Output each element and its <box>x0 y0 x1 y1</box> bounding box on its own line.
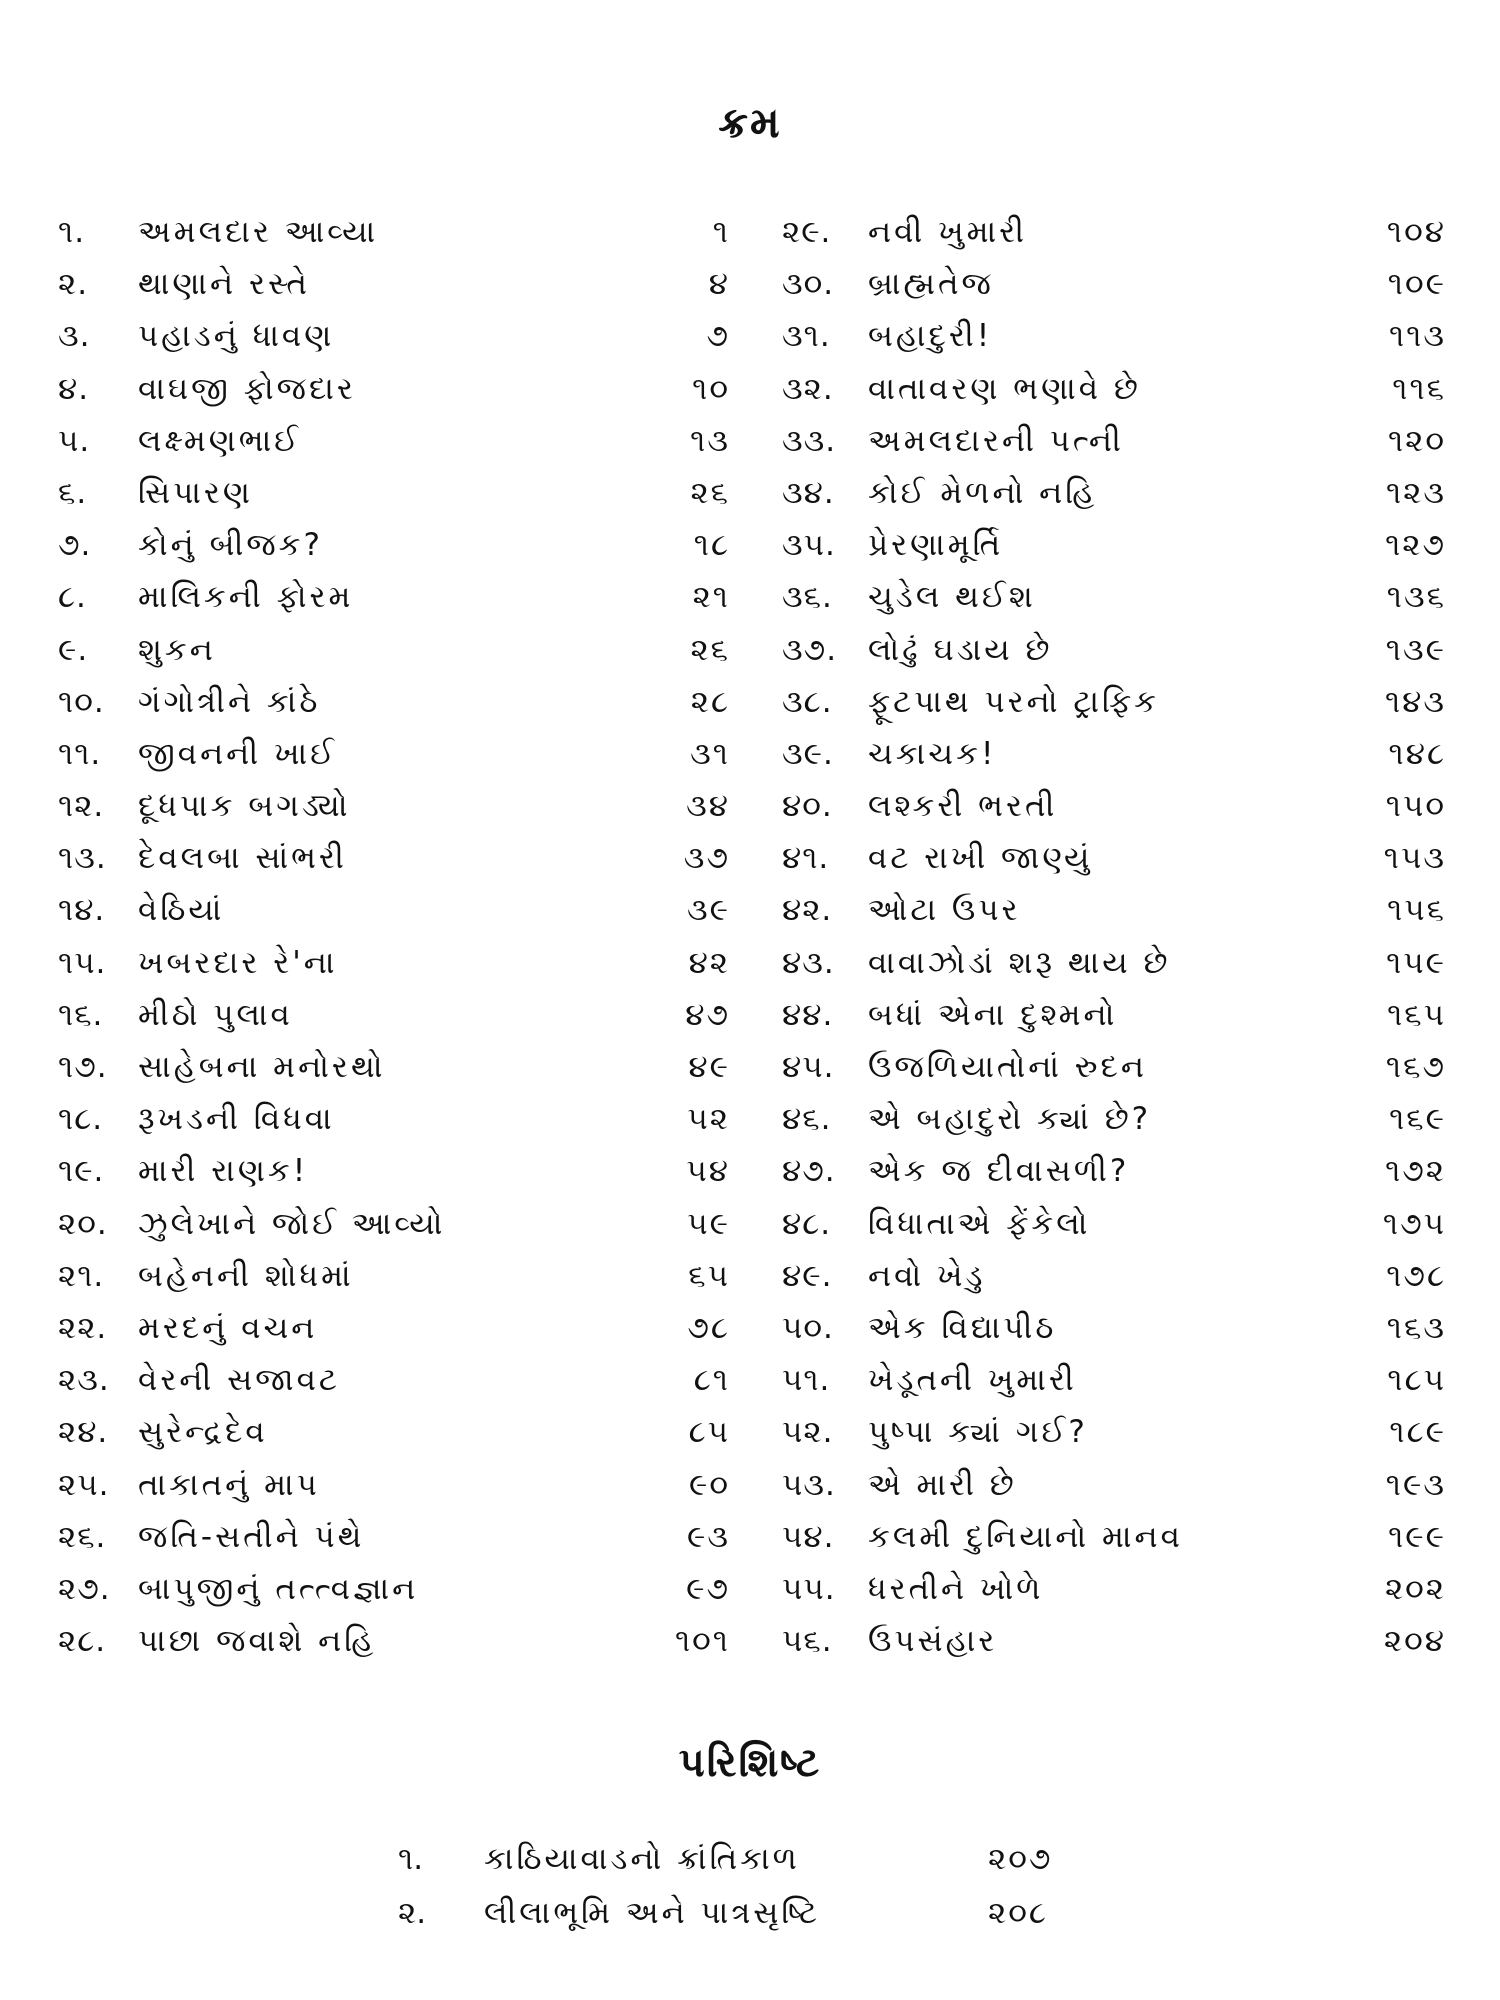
entry-number: ૪૬. <box>782 1101 832 1138</box>
entry-number: ૩૩. <box>782 422 837 459</box>
entry-number: ૫૫. <box>782 1570 836 1607</box>
toc-entry <box>782 1302 1446 1354</box>
entry-number: ૪૩. <box>782 944 835 981</box>
toc-entry <box>58 1511 730 1563</box>
entry-number: ૩. <box>58 318 91 355</box>
entry-number: ૫૩. <box>782 1466 836 1503</box>
entry-page: ૧૨૩ <box>1385 474 1446 511</box>
toc-entry <box>782 519 1446 571</box>
entry-page: ૧૫૯ <box>1386 944 1446 981</box>
entry-number: ૧૪. <box>58 892 106 929</box>
toc-entry <box>782 363 1446 415</box>
toc-entry <box>58 1354 730 1406</box>
entry-number: ૨૦. <box>58 1205 108 1242</box>
entry-number: ૪૧. <box>782 840 830 877</box>
entry-page: ૯૭ <box>686 1570 730 1607</box>
entry-page: ૫૯ <box>687 1205 730 1242</box>
entry-number: ૪૮. <box>782 1205 832 1242</box>
entry-title: નવી ખુમારી <box>868 214 1027 250</box>
entry-page: ૧૩૬ <box>1386 579 1446 616</box>
entry-title: નવો ખેડુ <box>868 1257 986 1294</box>
toc-entry <box>782 1041 1446 1093</box>
appendix-title: પરિશિષ્ટ <box>678 1740 822 1786</box>
entry-page: ૧૫૩ <box>1383 840 1446 877</box>
entry-page: ૧૯૯ <box>1388 1518 1446 1555</box>
appendix-entry <box>398 1832 1078 1886</box>
toc-entry <box>58 467 730 519</box>
entry-number: ૩૭. <box>782 631 838 668</box>
toc-entry <box>782 676 1446 728</box>
entry-title: થાણાને રસ્તે <box>138 266 310 303</box>
entry-title: કોઈ મેળનો નહિ <box>868 474 1098 511</box>
entry-page: ૧૧૩ <box>1388 318 1446 355</box>
toc-entry <box>782 1459 1446 1511</box>
entry-number: ૪૨. <box>782 892 833 929</box>
entry-number: ૪૭. <box>782 1153 836 1190</box>
entry-title: કોનું બીજક? <box>138 527 324 564</box>
entry-page: ૧૪૮ <box>1388 735 1446 772</box>
toc-entry <box>58 1563 730 1615</box>
toc-entry <box>782 310 1446 362</box>
entry-page: ૬૫ <box>688 1257 730 1294</box>
toc-entry <box>58 258 730 310</box>
toc-entry <box>58 1093 730 1145</box>
entry-title: તાકાતનું માપ <box>138 1466 320 1503</box>
entry-page: ૮૫ <box>688 1414 730 1451</box>
entry-number: ૭. <box>58 527 92 564</box>
toc-left-column <box>58 206 730 1667</box>
entry-page: ૧૮ <box>693 527 730 564</box>
toc-entry <box>782 206 1446 258</box>
entry-number: ૪૪. <box>782 996 834 1033</box>
entry-number: ૫૧. <box>782 1362 831 1399</box>
entry-page: ૪૯ <box>688 1049 730 1085</box>
entry-number: ૧૯. <box>58 1153 105 1190</box>
entry-page: ૧૭૨ <box>1385 1153 1446 1190</box>
toc-entry <box>58 624 730 676</box>
entry-page: ૧૩૯ <box>1385 631 1446 668</box>
entry-page: ૧૭૫ <box>1382 1205 1446 1242</box>
entry-page: ૧૨૭ <box>1385 527 1446 564</box>
entry-number: ૧૨. <box>58 788 105 825</box>
entry-number: ૫૪. <box>782 1518 835 1555</box>
toc-entry <box>782 258 1446 310</box>
entry-page: ૧૨૦ <box>1387 422 1446 459</box>
entry-number: ૪૦. <box>782 788 833 825</box>
entry-title: દૂધપાક બગડ્યો <box>138 788 351 825</box>
entry-number: ૨૨. <box>58 1309 108 1346</box>
entry-page: ૧૫૬ <box>1387 892 1446 929</box>
entry-title: દેવલબા સાંભરી <box>138 840 347 877</box>
entry-title: ધરતીને ખોળે <box>868 1570 1044 1607</box>
entry-page: ૧૦ <box>692 370 730 407</box>
entry-title: માલિકની ફોરમ <box>138 579 354 616</box>
entry-number: ૮. <box>58 579 87 616</box>
entry-page: ૧૯૩ <box>1385 1466 1446 1503</box>
entry-page: ૩૪ <box>686 788 730 825</box>
entry-number: ૨૮. <box>58 1623 107 1660</box>
entry-page: ૨૬ <box>690 474 730 511</box>
toc-entry <box>58 937 730 989</box>
entry-title: રૂખડની વિધવા <box>138 1101 335 1138</box>
entry-page: ૧૦૯ <box>1387 266 1446 303</box>
entry-title: સાહેબના મનોરથો <box>138 1049 386 1085</box>
entry-page: ૨૬ <box>690 631 730 668</box>
entry-title: વાવાઝોડાં શરૂ થાય છે <box>868 944 1171 981</box>
entry-number: ૧૫. <box>58 944 107 981</box>
toc-entry <box>58 1145 730 1197</box>
entry-page: ૧૦૪ <box>1386 214 1446 250</box>
toc-entry <box>782 571 1446 623</box>
entry-title: ખેડૂતની ખુમારી <box>868 1362 1077 1399</box>
toc-entry <box>58 519 730 571</box>
entry-title: સિપારણ <box>138 474 253 511</box>
entry-title: પાછા જવાશે નહિ <box>138 1623 377 1660</box>
entry-page: ૫૨ <box>687 1101 730 1138</box>
entry-page: ૯૦ <box>688 1466 730 1503</box>
entry-title: પહાડનું ધાવણ <box>138 318 335 355</box>
toc-entry <box>58 1302 730 1354</box>
entry-page: ૨૦૪ <box>1383 1623 1446 1660</box>
entry-page: ૧ <box>712 214 730 250</box>
entry-number: ૨૫. <box>58 1466 110 1503</box>
entry-number: ૩૮. <box>782 683 833 720</box>
entry-page: ૨૧ <box>692 579 730 616</box>
entry-title: એ બહાદુરો ક્યાં છે? <box>868 1101 1152 1138</box>
entry-title: એ મારી છે <box>868 1466 1017 1503</box>
toc-entry <box>782 884 1446 936</box>
toc-entry <box>58 206 730 258</box>
entry-title: લક્ષ્મણભાઈ <box>138 422 302 459</box>
entry-page: ૧૬૯ <box>1389 1101 1446 1138</box>
entry-number: ૫૬. <box>782 1623 833 1660</box>
entry-number: ૨૩. <box>58 1362 110 1399</box>
entry-number: ૧૩. <box>58 840 107 877</box>
toc-entry <box>782 937 1446 989</box>
toc-entry <box>58 728 730 780</box>
entry-title: અમલદાર આવ્યા <box>138 214 379 250</box>
entry-page: ૧૬૫ <box>1387 996 1446 1033</box>
entry-number: ૩૯. <box>782 735 834 772</box>
entry-title: બધાં એના દુશ્મનો <box>868 996 1118 1033</box>
toc-entry <box>58 1041 730 1093</box>
appendix-entry <box>398 1886 1078 1940</box>
entry-number: ૧૦. <box>58 683 105 720</box>
entry-page: ૯૩ <box>687 1518 730 1555</box>
entry-number: ૩૦. <box>782 266 835 303</box>
appendix-list <box>398 1832 1078 1940</box>
entry-title: ઝુલેખાને જોઈ આવ્યો <box>138 1205 446 1242</box>
entry-title: વાતાવરણ ભણાવે છે <box>868 370 1141 407</box>
entry-number: ૧૭. <box>58 1049 108 1085</box>
entry-number: ૨૬. <box>58 1518 107 1555</box>
toc-entry <box>782 728 1446 780</box>
toc-entry <box>782 1198 1446 1250</box>
entry-title: ચકાચક! <box>868 735 997 772</box>
toc-entry <box>58 676 730 728</box>
entry-number: ૨૧. <box>58 1257 105 1294</box>
entry-number: ૩૧. <box>782 318 831 355</box>
entry-number: ૨. <box>58 266 89 303</box>
toc-entry <box>782 1511 1446 1563</box>
entry-number: ૧. <box>398 1841 424 1877</box>
entry-title: સુરેન્દ્રદેવ <box>138 1414 268 1451</box>
entry-page: ૧૭૮ <box>1386 1257 1446 1294</box>
entry-title: જતિ-સતીને પંથે <box>138 1518 365 1555</box>
entry-page: ૧૧૬ <box>1392 370 1446 407</box>
entry-title: કલમી દુનિયાનો માનવ <box>868 1518 1183 1555</box>
entry-page: ૩૭ <box>683 840 730 877</box>
entry-number: ૨૭. <box>58 1570 111 1607</box>
entry-page: ૨૮ <box>690 683 730 720</box>
entry-title: મરદનું વચન <box>138 1309 318 1346</box>
entry-title: જીવનની ખાઈ <box>138 735 337 772</box>
toc-entry <box>782 1093 1446 1145</box>
entry-title: વેઠિયાં <box>138 892 225 929</box>
entry-number: ૫. <box>58 422 91 459</box>
entry-number: ૩૨. <box>782 370 834 407</box>
entry-page: ૭ <box>706 318 730 355</box>
entry-title: વાઘજી ફોજદાર <box>138 370 356 407</box>
toc-entry <box>782 1250 1446 1302</box>
toc-entry <box>58 1406 730 1458</box>
toc-entry <box>58 310 730 362</box>
toc-entry <box>58 1459 730 1511</box>
entry-number: ૨૯. <box>782 214 832 250</box>
entry-number: ૨. <box>398 1895 427 1931</box>
toc-entry <box>782 467 1446 519</box>
toc-entry <box>782 1354 1446 1406</box>
entry-number: ૧૬. <box>58 996 104 1033</box>
entry-number: ૪૯. <box>782 1257 833 1294</box>
entry-title: લોઢું ઘડાય છે <box>868 631 1053 668</box>
toc-entry <box>782 1615 1446 1667</box>
entry-title: ઓટા ઉપર <box>868 892 1021 929</box>
entry-page: ૧૩ <box>690 422 730 459</box>
entry-title: ચુડેલ થઈશ <box>868 579 1036 616</box>
entry-number: ૧૧. <box>58 735 102 772</box>
toc-entry <box>782 1563 1446 1615</box>
entry-title: પ્રેરણામૂર્તિ <box>868 527 1004 564</box>
entry-number: ૫૦. <box>782 1309 834 1346</box>
entry-page: ૧૮૯ <box>1389 1414 1446 1451</box>
entry-number: ૫૨. <box>782 1414 834 1451</box>
entry-page: ૮૧ <box>693 1362 730 1399</box>
entry-title: ફૂટપાથ પરનો ટ્રાફિક <box>868 683 1160 720</box>
entry-title: વટ રાખી જાણ્યું <box>868 840 1093 877</box>
entry-page: ૫૪ <box>686 1153 730 1190</box>
entry-number: ૬. <box>58 474 88 511</box>
entry-number: ૨૪. <box>58 1414 109 1451</box>
entry-title: ઉપસંહાર <box>868 1623 998 1660</box>
entry-page: ૧૦૧ <box>674 1623 730 1660</box>
entry-title: લશ્કરી ભરતી <box>868 788 1058 825</box>
entry-title: ઉજળિયાતોનાં રુદન <box>868 1049 1147 1085</box>
toc-entry <box>782 1406 1446 1458</box>
page-title: ક્રમ <box>718 98 782 147</box>
entry-title: બહેનની શોધમાં <box>138 1257 354 1294</box>
entry-title: બ્રાહ્મતેજ <box>868 266 994 303</box>
entry-title: લીલાભૂમિ અને પાત્રસૃષ્ટિ <box>484 1895 821 1931</box>
entry-page: ૧૬૩ <box>1386 1309 1446 1346</box>
entry-page: ૩૯ <box>687 892 730 929</box>
toc-entry <box>58 832 730 884</box>
toc-entry <box>58 1198 730 1250</box>
entry-page: ૪૭ <box>685 996 730 1033</box>
entry-page: ૧૪૩ <box>1384 683 1446 720</box>
toc-entry <box>782 832 1446 884</box>
entry-page: ૨૦૨ <box>1384 1570 1446 1607</box>
entry-title: બહાદુરી! <box>868 318 993 355</box>
toc-entry <box>58 1615 730 1667</box>
entry-title: મીઠો પુલાવ <box>138 996 293 1033</box>
entry-page: ૨૦૭ <box>988 1841 1053 1877</box>
entry-page: ૭૮ <box>687 1309 730 1346</box>
entry-title: વિધાતાએ ફેંકેલો <box>868 1205 1091 1242</box>
entry-page: ૪૨ <box>688 944 730 981</box>
toc-entry <box>58 571 730 623</box>
toc-entry <box>782 780 1446 832</box>
entry-title: એક વિદ્યાપીઠ <box>868 1309 1057 1346</box>
entry-number: ૩૪. <box>782 474 835 511</box>
toc-entry <box>782 624 1446 676</box>
entry-title: ગંગોત્રીને કાંઠે <box>138 683 321 720</box>
toc-entry <box>58 415 730 467</box>
entry-title: મારી રાણક! <box>138 1153 309 1190</box>
toc-entry <box>782 415 1446 467</box>
entry-number: ૧. <box>58 214 86 250</box>
toc-entry <box>58 1250 730 1302</box>
entry-number: ૪. <box>58 370 90 407</box>
entry-title: બાપુજીનું તત્ત્વજ્ઞાન <box>138 1570 419 1607</box>
entry-title: પુષ્પા ક્યાં ગઈ? <box>868 1414 1088 1451</box>
entry-number: ૪૫. <box>782 1049 835 1085</box>
toc-entry <box>58 363 730 415</box>
entry-page: ૪ <box>708 266 730 303</box>
entry-page: ૧૮૫ <box>1387 1362 1446 1399</box>
toc-entry <box>58 780 730 832</box>
entry-title: શુકન <box>138 631 216 668</box>
entry-title: ખબરદાર રે'ના <box>138 944 338 981</box>
entry-number: ૩૬. <box>782 579 833 616</box>
entry-title: કાઠિયાવાડનો ક્રાંતિકાળ <box>484 1841 800 1877</box>
toc-entry <box>782 989 1446 1041</box>
entry-page: ૩૧ <box>690 735 730 772</box>
toc-entry <box>58 884 730 936</box>
entry-page: ૧૫૦ <box>1385 788 1446 825</box>
toc-entry <box>58 989 730 1041</box>
entry-number: ૩૫. <box>782 527 836 564</box>
entry-title: અમલદારની પત્ની <box>868 422 1124 459</box>
toc-right-column <box>782 206 1446 1667</box>
toc-entry <box>782 1145 1446 1197</box>
entry-number: ૧૮. <box>58 1101 104 1138</box>
entry-title: એક જ દીવાસળી? <box>868 1153 1130 1190</box>
entry-number: ૯. <box>58 631 89 668</box>
entry-page: ૧૬૭ <box>1385 1049 1446 1085</box>
entry-title: વેરની સજાવટ <box>138 1362 340 1399</box>
entry-page: ૨૦૮ <box>988 1895 1048 1931</box>
